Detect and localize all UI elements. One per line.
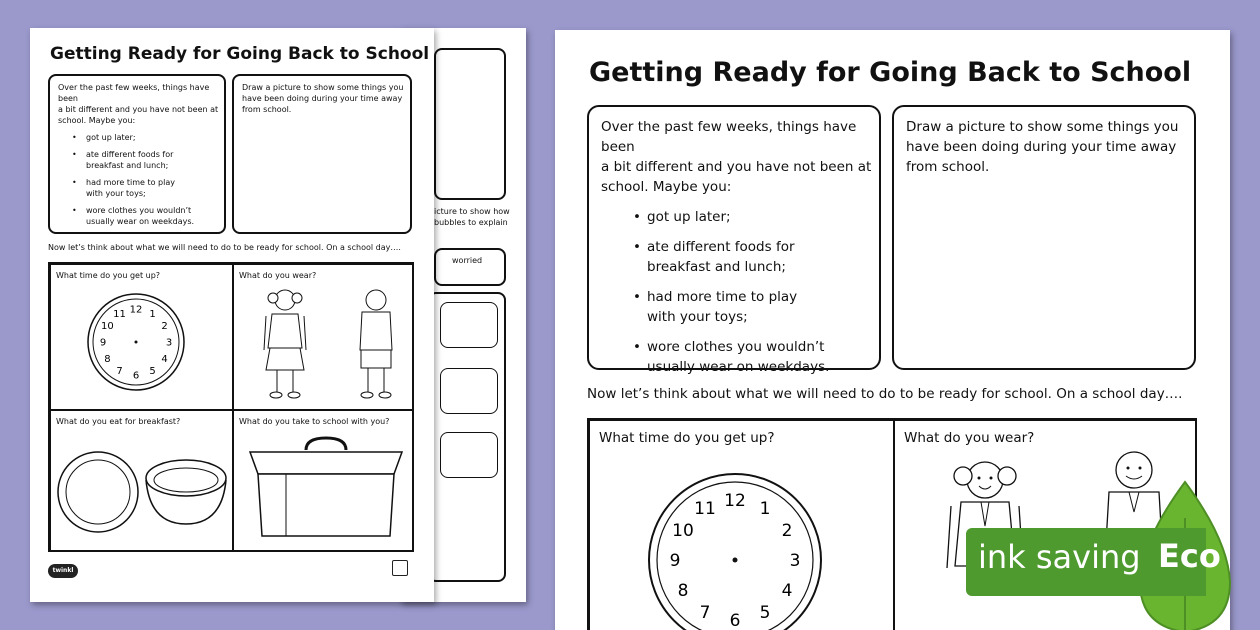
- clock-numeral-4: 4: [781, 581, 793, 602]
- large-intro-text: [601, 117, 881, 377]
- clock-numeral-12: 12: [129, 304, 143, 316]
- clock-numeral-5: 5: [759, 603, 771, 624]
- large-page-title: Getting Ready for Going Back to School: [589, 57, 1192, 88]
- small-bullet-3: • had more time to play with your toys;: [86, 177, 224, 199]
- clock-numeral-10: 10: [672, 521, 694, 542]
- clock-numeral-8: 8: [677, 581, 689, 602]
- back-speech-bubble-2: [440, 368, 498, 414]
- bowl-icon: [144, 458, 228, 528]
- twinkl-quality-badge: [392, 560, 408, 576]
- back-feeling-box: [434, 248, 506, 286]
- clock-numeral-1: 1: [149, 309, 156, 320]
- clock-icon: [86, 292, 186, 392]
- clock-numeral-3: 3: [165, 337, 173, 349]
- large-bullet-3: • had more time to play with your toys;: [647, 287, 881, 327]
- small-draw-box: [232, 74, 412, 234]
- clock-numeral-4: 4: [161, 354, 168, 366]
- clock-numeral-9: 9: [99, 337, 107, 349]
- small-bullet-1: • got up later;: [86, 132, 224, 143]
- clock-numeral-2: 2: [161, 321, 168, 333]
- large-q1-label: What time do you get up?: [599, 430, 775, 446]
- clock-numeral-8: 8: [104, 354, 111, 366]
- back-speech-bubble-3: [440, 432, 498, 478]
- clock-numeral-2: 2: [781, 521, 793, 542]
- clock-numeral-11: 11: [113, 309, 126, 320]
- large-bullet-2: • ate different foods for breakfast and lunch;: [647, 237, 881, 277]
- large-draw-box: [892, 105, 1196, 370]
- large-clock-icon: [647, 472, 823, 630]
- twinkl-logo: twinkl: [48, 564, 78, 578]
- school-bag-icon: [246, 434, 406, 538]
- clock-numeral-6: 6: [132, 370, 140, 382]
- large-intro-box: [587, 105, 881, 375]
- large-draw-prompt: Draw a picture to show some things you have been doing during your time away from school.: [906, 119, 1179, 175]
- large-bullet-1: • got up later;: [647, 207, 881, 227]
- clock-numeral-10: 10: [101, 321, 114, 333]
- small-q4-label: What do you take to school with you?: [239, 417, 390, 426]
- large-intro-line-3: school. Maybe you:: [601, 179, 732, 195]
- boy-uniform-illustration: [356, 288, 396, 400]
- large-intro-line-1: Over the past few weeks, things have been: [601, 119, 857, 155]
- small-q2-label: What do you wear?: [239, 271, 317, 280]
- eco-label: Eco: [1158, 537, 1221, 575]
- back-fragment-line-2: bubbles to explain: [434, 218, 508, 227]
- girl-uniform-illustration: [262, 288, 308, 400]
- small-lead-in: Now let’s think about what we will need to do to be ready for school. On a school day….: [48, 243, 401, 252]
- clock-numeral-9: 9: [669, 551, 681, 572]
- large-intro-line-2: a bit different and you have not been at: [601, 159, 872, 175]
- large-questions-grid: [587, 418, 1197, 630]
- back-feeling-word: worried: [452, 256, 483, 265]
- back-fragment-line-1: icture to show how: [434, 207, 510, 216]
- small-page-title: Getting Ready for Going Back to School: [50, 44, 430, 64]
- back-speech-bubble-1: [440, 302, 498, 348]
- small-intro-line-1: Over the past few weeks, things have been: [58, 83, 210, 103]
- plate-icon: [56, 450, 140, 534]
- small-q3-label: What do you eat for breakfast?: [56, 417, 181, 426]
- clock-numeral-7: 7: [116, 366, 123, 378]
- small-intro-box: [48, 74, 226, 234]
- ink-saving-label: ink saving: [978, 538, 1141, 576]
- large-lead-in: Now let’s think about what we will need to do to be ready for school. On a school day….: [587, 386, 1183, 402]
- clock-numeral-3: 3: [789, 551, 801, 572]
- small-bullet-4: • wore clothes you wouldn’t usually wear on weekdays.: [86, 205, 224, 227]
- clock-numeral-6: 6: [729, 611, 741, 630]
- small-intro-line-2: a bit different and you have not been at: [58, 105, 219, 114]
- small-q1-label: What time do you get up?: [56, 271, 161, 280]
- small-bullet-2: • ate different foods for breakfast and lunch;: [86, 149, 224, 171]
- clock-numeral-5: 5: [149, 366, 156, 378]
- back-top-box: [434, 48, 506, 200]
- small-draw-prompt: Draw a picture to show some things you have been doing during your time away from school.: [242, 83, 404, 114]
- back-fragment-text: [434, 206, 510, 228]
- clock-numeral-12: 12: [724, 491, 746, 512]
- clock-numeral-1: 1: [759, 499, 771, 520]
- large-bullet-4: • wore clothes you wouldn’t usually wear on weekdays.: [647, 337, 881, 377]
- clock-numeral-11: 11: [694, 499, 716, 520]
- large-q2-label: What do you wear?: [904, 430, 1035, 446]
- small-worksheet-page: [30, 28, 434, 602]
- clock-numeral-7: 7: [699, 603, 711, 624]
- small-intro-text: [58, 82, 224, 227]
- small-questions-grid: [48, 262, 414, 552]
- small-intro-line-3: school. Maybe you:: [58, 116, 136, 125]
